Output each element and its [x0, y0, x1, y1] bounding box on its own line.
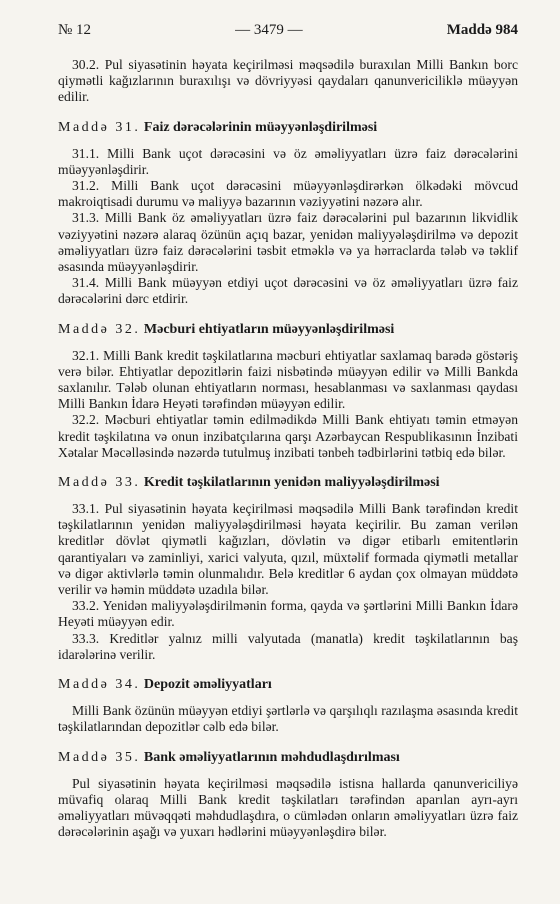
paragraph: 33.3. Kreditlər yalnız milli valyutada (manatla) kredit təşkilatlarının baş idarələrinə verilir. [58, 630, 518, 662]
paragraph: 31.2. Milli Bank uçot dərəcəsini müəyyənləşdirərkən ölkədəki mövcud makroiqtisadi durumu və maliyyə bazarının vəziyyətini nəzərə alır. [58, 178, 518, 210]
paragraph: 33.1. Pul siyasətinin həyata keçirilməsi məqsədilə Milli Bank tərəfindən kredit təşkilatlarının yenidən maliyyələşdirilməsi həyata keçirilir. Bu zaman verilən kreditlər dövlət qiymətli kağızları, dövlətin və digər etibarlı emitentlərin qarantiyaları və zaminliyi, xarici valyuta, qızıl, müxtəlif formada qiymətli metallar və digər aktivlərlə təmin olunmalıdır. Belə kreditlər 6 aydan çox olmayan müddətə verilir və həmin müddətə uzadıla bilər. [58, 501, 518, 598]
article-heading: Maddə 33. Kredit təşkilatlarının yenidən maliyyələşdirilməsi [58, 475, 440, 491]
paragraph: 31.3. Milli Bank öz əməliyyatları üzrə faiz dərəcələrini pul bazarının likvidlik vəziyyətini nəzərə alaraq özünün açıq bazar, yenidən maliyyələşdirilmə və depozit əməliyyatları üzrə faiz dərəcələrini təsbit etməklə və ya hərraclarda tələb və təklif əsasında müəyyənləşdirir. [58, 210, 518, 275]
paragraph: Milli Bank özünün müəyyən etdiyi şərtlərlə və qarşılıqlı razılaşma əsasında kredit təşkilatlarından depozitlər cəlb edə bilər. [58, 703, 518, 735]
page-header [58, 22, 518, 39]
page-number: — 3479 — [235, 22, 303, 38]
paragraph: 32.1. Milli Bank kredit təşkilatlarına məcburi ehtiyatlar saxlamaq barədə göstəriş verə bilər. Ehtiyatlar depozitlərin faizi nisbətində müəyyən edilir və Milli Bankda saxlanılır. Tələb olunan ehtiyatların norması, hesablanması və saxlanması qaydası Milli Bankın İdarə Heyəti tərəfindən müəyyən edilir. [58, 347, 518, 412]
article-heading: Maddə 35. Bank əməliyyatlarının məhdudlaşdırılması [58, 749, 400, 765]
header-article-ref: Maddə 984 [446, 22, 518, 38]
article-heading: Maddə 32. Məcburi ehtiyatların müəyyənləşdirilməsi [58, 321, 395, 337]
paragraph: Pul siyasətinin həyata keçirilməsi məqsədilə istisna hallarda qanunvericiliyə müvafiq olaraq Milli Bank kredit təşkilatları tərəfindən aparılan ayrı-ayrı əməliyyatları müvəqqəti məhdudlaşdıra, o cümlədən onların əməliyyatları üzrə faiz dərəcələrinin aşağı və yuxarı hədlərini müəyyənləşdirə bilər. [58, 775, 518, 840]
article-heading: Maddə 34. Depozit əməliyyatları [58, 677, 272, 693]
paragraph: 32.2. Məcburi ehtiyatlar təmin edilmədikdə Milli Bank ehtiyatı təmin etməyən kredit təşkilatına və onun inzibatçılarına qarşı Azərbaycan Respublikasının İnzibati Xətalar Məcəlləsində nəzərdə tutulmuş inzibati tənbeh tədbirlərini tətbiq edə bilər. [58, 412, 518, 460]
paragraph: 31.4. Milli Bank müəyyən etdiyi uçot dərəcəsini və öz əməliyyatları üzrə faiz dərəcələrini dərc etdirir. [58, 275, 518, 307]
article-heading: Maddə 31. Faiz dərəcələrinin müəyyənləşdirilməsi [58, 119, 378, 135]
paragraph: 31.1. Milli Bank uçot dərəcəsini və öz əməliyyatları üzrə faiz dərəcələrini müəyyənləşdirir. [58, 145, 518, 177]
paragraph: 33.2. Yenidən maliyyələşdirilmənin forma, qayda və şərtlərini Milli Bankın İdarə Heyəti müəyyən edir. [58, 598, 518, 630]
issue-number: № 12 [58, 22, 92, 38]
paragraph: 30.2. Pul siyasətinin həyata keçirilməsi məqsədilə buraxılan Milli Bankın borc qiymətli kağızlarının buraxılışı və dövriyyəsi qaydaları qanunvericiliklə müəyyən edilir. [58, 57, 518, 105]
